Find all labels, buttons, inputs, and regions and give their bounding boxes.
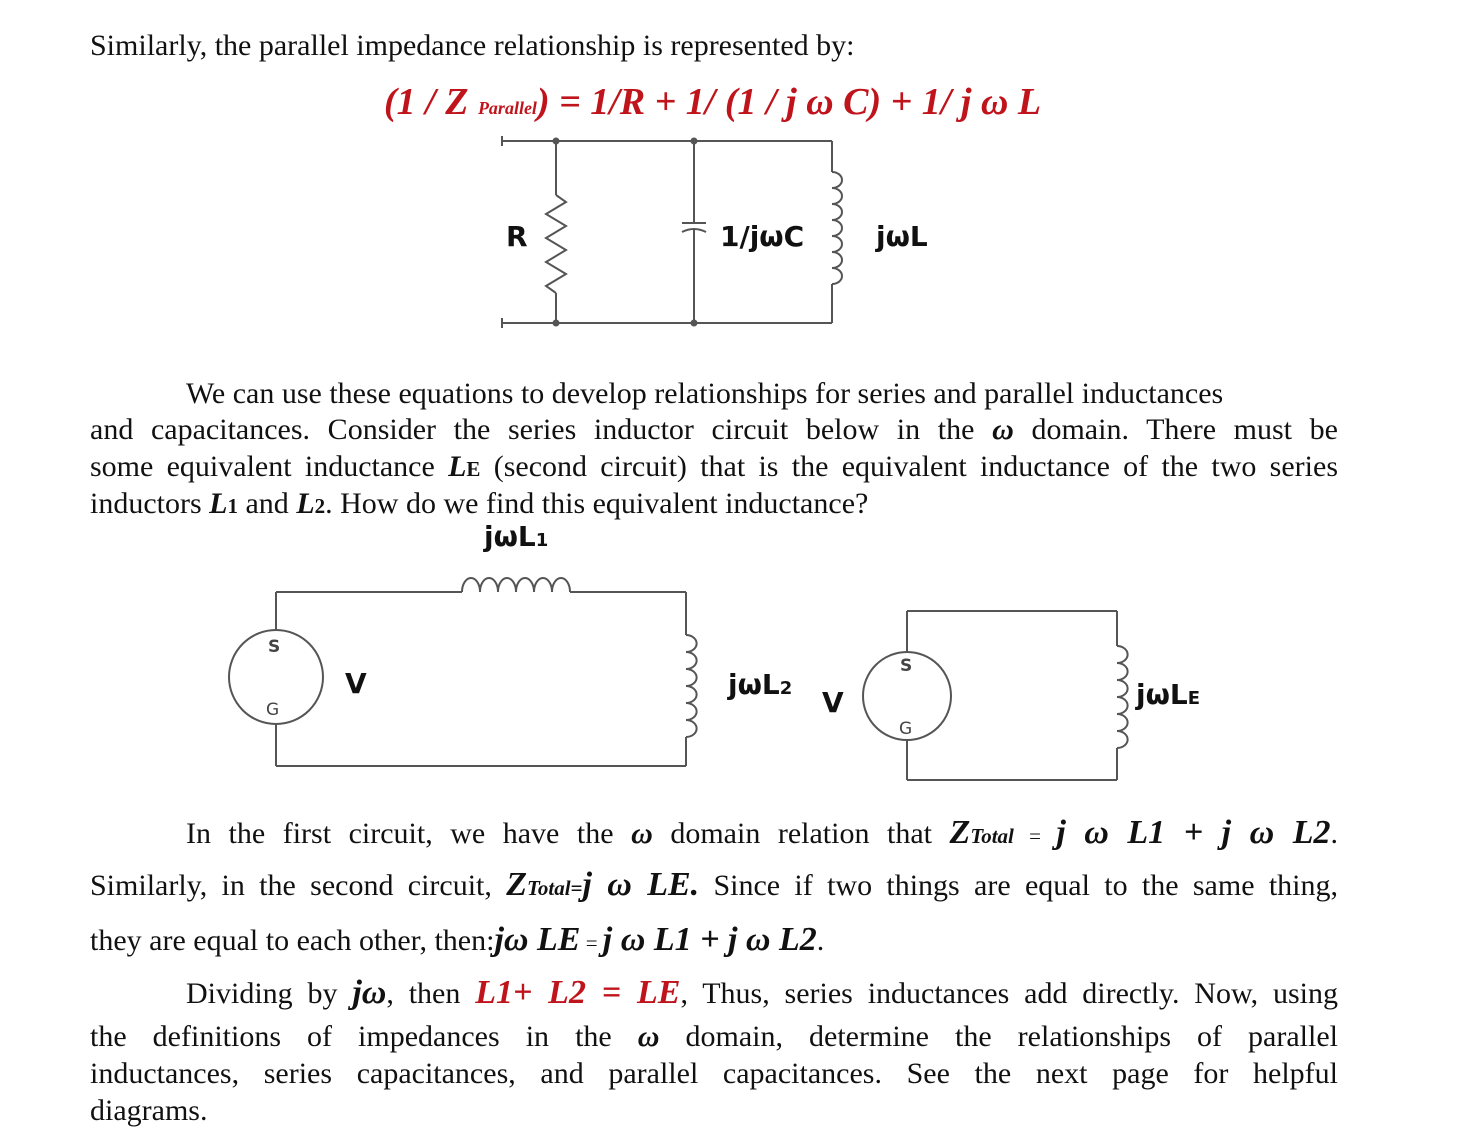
l2-label bbox=[728, 668, 792, 701]
para3-text: , Thus, series inductances add directly. Now, using bbox=[680, 977, 1339, 1010]
expr-jw-le: jω LE bbox=[494, 921, 581, 958]
expr-ztotal-1: j ω L1 + j ω L2 bbox=[1056, 814, 1331, 851]
l1-subscript: 1 bbox=[227, 494, 238, 518]
para2-text: they are equal to each other, then: bbox=[90, 924, 495, 957]
eq-rest: ) = 1/R + 1/ (1 / j ω C) + 1/ j ω L bbox=[536, 81, 1042, 123]
intro-text: Similarly, the parallel impedance relationship is represented by: bbox=[90, 29, 855, 62]
l2-subscript: 2 bbox=[314, 494, 326, 518]
jw-symbol: jω bbox=[352, 974, 387, 1011]
para2-text: . bbox=[816, 924, 825, 957]
para2-line2 bbox=[90, 866, 1338, 907]
para1-text: domain. There must be bbox=[1013, 413, 1338, 446]
expr-ztotal-2: j ω LE. bbox=[582, 866, 700, 903]
resistor-label: R bbox=[506, 220, 528, 253]
series-inductor-circuit bbox=[220, 555, 720, 775]
l1-label-main: jωL bbox=[484, 520, 536, 553]
source1-s-label: S bbox=[268, 637, 281, 657]
l1-label-sub: 1 bbox=[535, 530, 549, 551]
inductor-symbol bbox=[832, 172, 842, 284]
parallel-impedance-equation bbox=[384, 80, 1041, 124]
para1-text: (second circuit) that is the equivalent inductance of the two series bbox=[480, 450, 1338, 483]
para1-line1: We can use these equations to develop relationships for series and parallel inductances bbox=[186, 377, 1224, 410]
le-label-main: jωL bbox=[1136, 678, 1188, 711]
para1-line3 bbox=[90, 448, 1338, 488]
para1-text: and capacitances. Consider the series inductor circuit below in the bbox=[90, 413, 993, 446]
para1-text: . How do we find this equivalent inductance? bbox=[325, 487, 869, 520]
para3-line3: inductances, series capacitances, and parallel capacitances. See the next page for helpful bbox=[90, 1057, 1338, 1090]
source1-g-label: G bbox=[266, 700, 280, 720]
le-label-sub: E bbox=[1187, 688, 1201, 709]
source2-s-label: S bbox=[900, 656, 913, 676]
ztotal2-z: Z bbox=[506, 866, 527, 903]
equivalent-inductor-circuit bbox=[850, 595, 1130, 790]
para3-text: the definitions of impedances in the bbox=[90, 1020, 638, 1053]
para2-text: . bbox=[1330, 817, 1338, 850]
para2-text: Since if two things are equal to the same thing, bbox=[699, 869, 1339, 902]
inductor-label: jωL bbox=[876, 220, 928, 253]
para2-line1 bbox=[186, 814, 1338, 855]
l1-label bbox=[484, 520, 548, 553]
le-symbol: L bbox=[448, 450, 467, 483]
le-label bbox=[1136, 678, 1200, 711]
para2-text: domain relation that bbox=[652, 817, 950, 850]
ztotal-z: Z bbox=[949, 814, 971, 851]
para3-text: Dividing by bbox=[186, 977, 353, 1010]
equals-sign: = bbox=[570, 876, 583, 900]
inductor-l1-symbol bbox=[462, 578, 570, 592]
omega-symbol: ω bbox=[992, 413, 1014, 446]
l2-symbol: L bbox=[296, 487, 315, 520]
para1-line2 bbox=[90, 411, 1338, 448]
ztotal-sub: Total bbox=[970, 824, 1014, 848]
para3-line1 bbox=[186, 974, 1338, 1012]
para3-line2 bbox=[90, 1018, 1338, 1055]
source2-g-label: G bbox=[899, 719, 913, 739]
para3-line4: diagrams. bbox=[90, 1094, 208, 1127]
omega-symbol: ω bbox=[631, 817, 653, 850]
l1-symbol: L bbox=[209, 487, 228, 520]
eq-open: (1 / Z bbox=[384, 81, 478, 123]
para1-text: inductors bbox=[90, 487, 210, 520]
para3-text: , then bbox=[386, 977, 476, 1010]
l2-label-main: jωL bbox=[728, 668, 780, 701]
series-sum-equation: L1+ L2 = LE bbox=[475, 974, 681, 1011]
inductor-le-symbol bbox=[1117, 646, 1128, 748]
para2-text: In the first circuit, we have the bbox=[186, 817, 632, 850]
ztotal2-sub: Total bbox=[527, 876, 571, 900]
equals-sign: = bbox=[1013, 824, 1057, 848]
omega-symbol: ω bbox=[637, 1020, 660, 1053]
source1-v-label: V bbox=[345, 667, 367, 700]
para1-text: some equivalent inductance bbox=[90, 450, 449, 483]
expr-sum: j ω L1 + j ω L2 bbox=[602, 921, 817, 958]
para1-text: and bbox=[237, 487, 297, 520]
para3-text: domain, determine the relationships of parallel bbox=[659, 1020, 1338, 1053]
le-subscript: E bbox=[466, 457, 481, 481]
para2-text: Similarly, in the second circuit, bbox=[90, 869, 507, 902]
para2-line3 bbox=[90, 921, 824, 962]
equals-sign: = bbox=[580, 931, 603, 955]
eq-sub-parallel: Parallel bbox=[477, 98, 537, 118]
resistor-symbol bbox=[546, 195, 566, 293]
para1-line4 bbox=[90, 485, 868, 525]
l2-label-sub: 2 bbox=[779, 678, 793, 699]
capacitor-label: 1/jωC bbox=[720, 220, 805, 253]
source2-v-label: V bbox=[822, 686, 844, 719]
inductor-l2-symbol bbox=[686, 635, 697, 737]
